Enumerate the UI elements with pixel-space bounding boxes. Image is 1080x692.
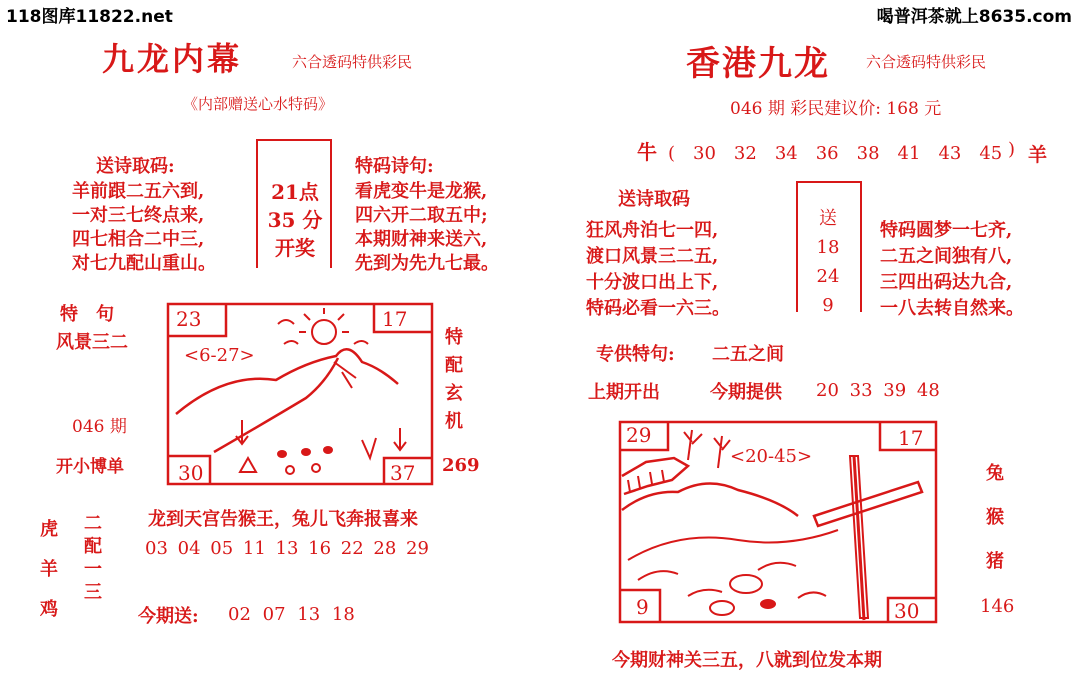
right-animals	[986, 452, 1004, 584]
left-title: 九龙内幕	[102, 40, 243, 78]
right-corner-tr: 17	[898, 426, 924, 450]
right-poem-heading: 送诗取码	[618, 189, 690, 210]
left-corner-tl: 23	[176, 307, 202, 331]
left-poem-line: 四七相合二中三,	[72, 229, 205, 250]
number-269: 269	[442, 455, 480, 476]
right-special-line: 三四出码达九合,	[880, 272, 1013, 293]
right-corner-bl: 9	[636, 595, 649, 619]
time-box	[262, 178, 328, 262]
pair-char: 三	[84, 582, 102, 603]
animal: 羊	[40, 559, 58, 580]
left-numbers: 03 04 05 11 13 16 22 28 29	[145, 538, 429, 559]
left-corner-tr: 17	[382, 307, 408, 331]
small-bet: 开小博单	[56, 457, 124, 477]
right-slogan: 六合透码特供彩民	[866, 53, 987, 71]
send-col	[810, 204, 846, 320]
vertical-note-char: 玄	[445, 383, 463, 404]
right-poem-line: 狂风舟泊七一四,	[586, 220, 719, 241]
animal: 鸡	[40, 599, 58, 620]
right-special	[880, 218, 1024, 322]
special-supply-label: 专供特句:	[596, 344, 675, 365]
right-poem-line: 十分波口出上下,	[586, 272, 719, 293]
send-number: 9	[822, 295, 834, 316]
time-hour: 21点	[271, 180, 319, 204]
right-animal: 猪	[986, 551, 1004, 572]
vertical-note-char: 配	[445, 355, 463, 376]
animal: 虎	[40, 519, 58, 540]
right-special-line: 特码圆梦一七齐,	[880, 220, 1013, 241]
number-146: 146	[980, 596, 1015, 617]
left-slogan: 六合透码特供彩民	[292, 53, 413, 71]
vertical-note-char: 特	[445, 327, 463, 348]
time-minute: 35 分	[267, 208, 323, 232]
left-poem-heading: 送诗取码:	[96, 156, 175, 177]
ox-close: )	[1008, 139, 1016, 160]
left-special-line: 本期财神来送六,	[355, 229, 488, 250]
right-title: 香港九龙	[686, 44, 830, 84]
left-subtitle: 《内部赠送心水特码》	[183, 95, 334, 113]
right-corner-tl: 29	[626, 423, 652, 447]
right-poem-line: 渡口风景三二五,	[586, 246, 719, 267]
right-special-line: 二五之间独有八,	[880, 246, 1013, 267]
left-poem-line: 羊前跟二五六到,	[72, 181, 205, 202]
left-poem-line: 一对三七终点来,	[72, 205, 205, 226]
pair-char: 配	[84, 536, 102, 557]
price-line: 046 期 彩民建议价: 168 元	[730, 99, 942, 119]
this-period-label: 今期提供	[710, 382, 782, 403]
right-bottom-line: 今期财神关三五，八就到位发本期	[612, 650, 882, 671]
last-period-label: 上期开出	[588, 382, 660, 403]
today-label: 今期送:	[138, 606, 199, 627]
left-special	[355, 180, 499, 276]
left-period: 046 期	[72, 417, 127, 437]
left-special-line: 四六开二取五中;	[355, 205, 488, 226]
send-number: 18	[816, 237, 840, 258]
special-sentence-title: 特 句	[60, 304, 114, 325]
right-special-line: 一八去转自然来。	[880, 298, 1024, 319]
vertical-note	[445, 324, 463, 436]
right-range: <20-45>	[730, 446, 813, 467]
today-numbers: 02 07 13 18	[228, 604, 355, 625]
right-site-label: 喝普洱茶就上8635.com	[876, 7, 1072, 27]
special-supply: 二五之间	[712, 344, 784, 365]
left-poem-line: 对七九配山重山。	[72, 253, 216, 274]
send-number: 24	[816, 266, 840, 287]
this-period-numbers: 20 33 39 48	[816, 380, 940, 401]
right-animal: 兔	[986, 463, 1004, 484]
right-poem-line: 特码必看一六三。	[586, 298, 730, 319]
left-special-heading: 特码诗句:	[355, 156, 434, 177]
ox-numbers: ( 30 32 34 36 38 41 43 45	[668, 143, 1003, 164]
left-poem	[72, 180, 216, 276]
time-draw: 开奖	[275, 236, 315, 260]
vertical-note-char: 机	[445, 411, 463, 432]
send-char: 送	[819, 208, 837, 229]
left-site-label: 118图库11822.net	[6, 7, 173, 27]
left-corner-bl: 30	[178, 461, 204, 485]
left-special-line: 看虎变牛是龙猴,	[355, 181, 488, 202]
pair-char: 二	[84, 513, 102, 534]
right-animal: 猴	[986, 507, 1004, 528]
left-special-line: 先到为先九七最。	[355, 253, 499, 274]
left-range: <6-27>	[184, 345, 255, 366]
right-corner-br: 30	[894, 599, 920, 623]
dragon-line: 龙到天宫告猴王，兔儿飞奔报喜来	[148, 509, 418, 530]
right-poem	[586, 218, 730, 322]
sheep-label: 羊	[1028, 144, 1048, 166]
pair-col	[84, 512, 102, 604]
pair-char: 一	[84, 559, 102, 580]
special-sentence: 风景三二	[56, 332, 128, 353]
ox-label: 牛	[637, 140, 657, 164]
animals-col	[40, 510, 58, 630]
left-corner-br: 37	[390, 461, 416, 485]
